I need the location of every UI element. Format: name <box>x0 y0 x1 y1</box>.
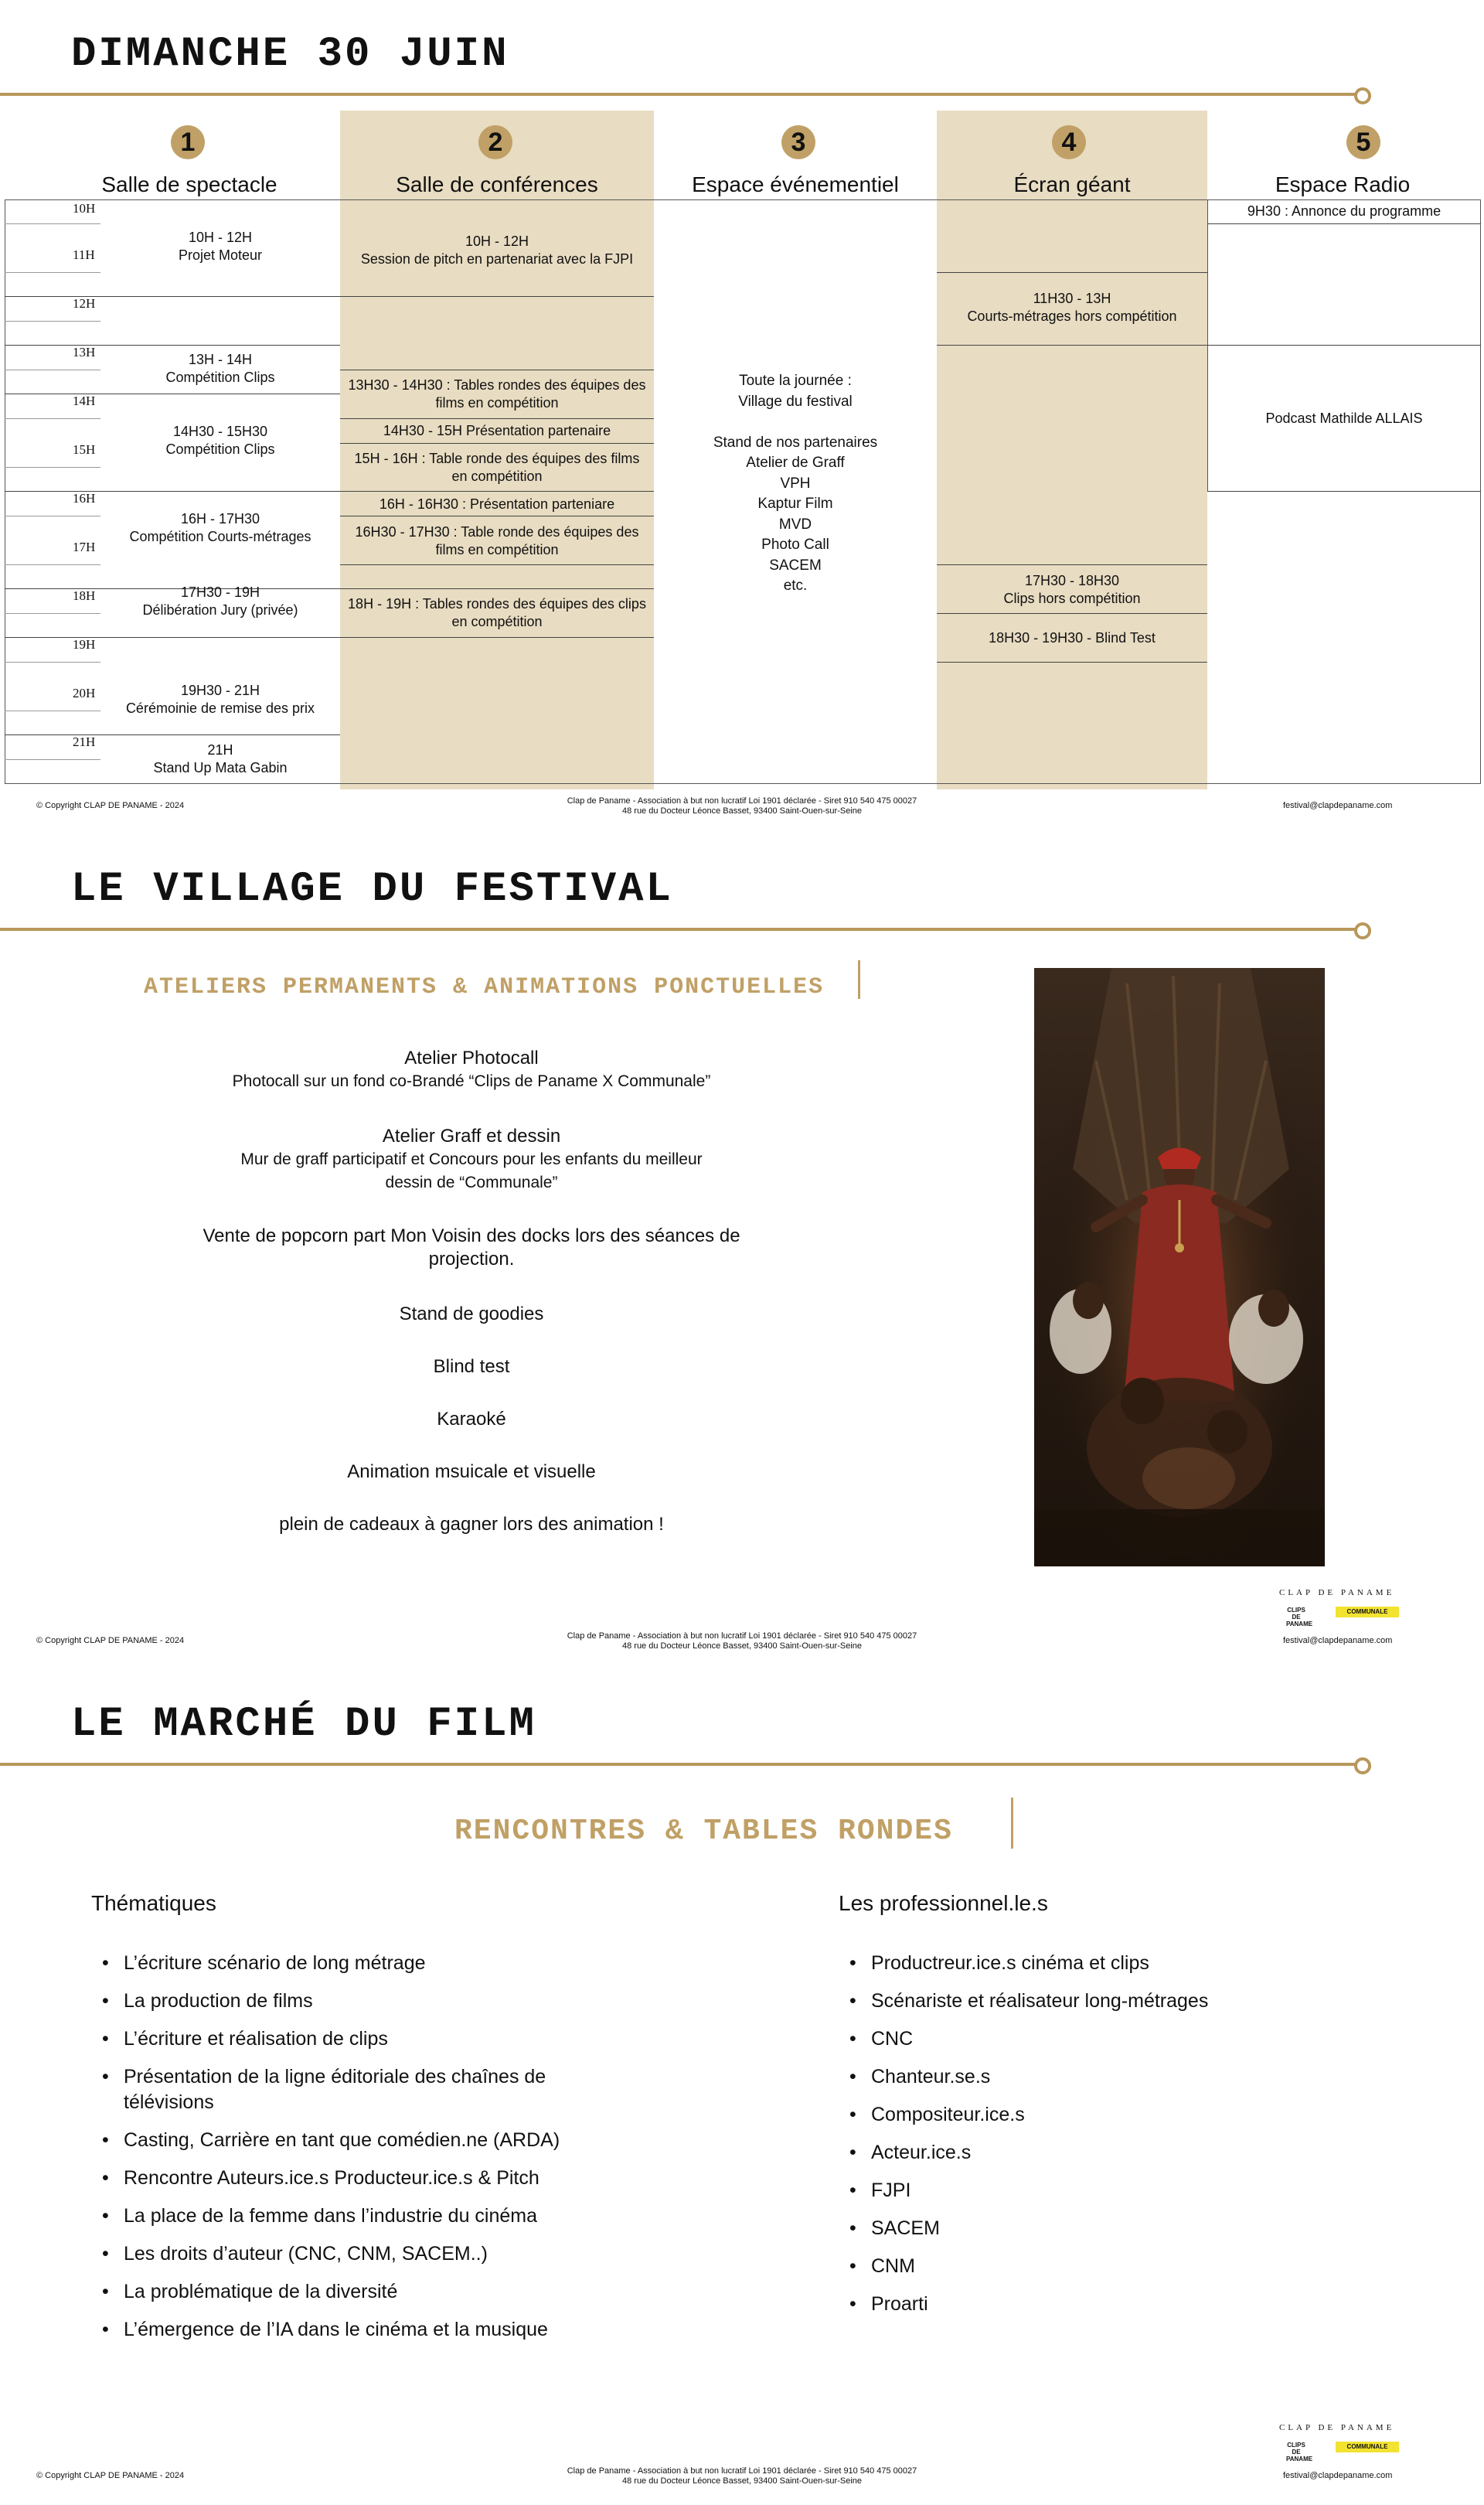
event-col1: 21H Stand Up Mata Gabin <box>153 742 288 775</box>
half-hour-line <box>5 613 100 614</box>
row-line <box>937 345 1207 346</box>
list-item: • CNM <box>840 2254 1335 2279</box>
list-item: • SACEM <box>840 2216 1335 2241</box>
activity: Atelier Graff et dessin Mur de graff participatif et Concours pour les enfants du meilleur dessin de “Communale” <box>240 1126 703 1191</box>
row-line <box>340 564 654 565</box>
row-line <box>340 418 654 419</box>
title-divider <box>0 928 1356 931</box>
list-item: • Compositeur.ice.s <box>840 2102 1335 2128</box>
half-hour-line <box>5 564 100 565</box>
event-col1: 16H - 17H30 Compétition Courts-métrages <box>129 511 311 544</box>
event-col4: 17H30 - 18H30 Clips hors compétition <box>1003 573 1141 606</box>
column-number: 1 <box>171 125 205 159</box>
column-header: Espace Radio <box>1275 172 1411 196</box>
row-line <box>937 613 1207 614</box>
row-line <box>1207 491 1481 492</box>
row-line <box>340 637 654 638</box>
row-line <box>1207 223 1481 224</box>
column-number: 5 <box>1346 125 1380 159</box>
event-col2: 15H - 16H : Table ronde des équipes des films en compétition <box>354 451 640 484</box>
section-subtitle: RENCONTRES & TABLES RONDES <box>454 1815 953 1848</box>
section-subtitle: ATELIERS PERMANENTS & ANIMATIONS PONCTUELLES <box>144 974 825 1000</box>
event-col2: 18H - 19H : Tables rondes des équipes des clips en compétition <box>348 596 646 629</box>
event-col1: 14H30 - 15H30 Compétition Clips <box>165 424 275 457</box>
list-item: • CNC <box>840 2026 1335 2052</box>
event-col2: 10H - 12H Session de pitch en partenariat avec la FJPI <box>360 233 634 267</box>
hour-label: 19H <box>73 637 96 652</box>
activity: Karaoké <box>437 1409 506 1430</box>
column-header: Salle de conférences <box>396 172 598 196</box>
footer-address: Clap de Paname - Association à but non lucratif Loi 1901 déclarée - Siret 910 540 475 00027 48 rue du Docteur Léonce Basset, 93400 Saint-Ouen-sur-Seine <box>567 2466 917 2486</box>
subtitle-bar <box>858 960 860 999</box>
divider-dot <box>1354 1757 1371 1774</box>
thematiques-list <box>93 1951 587 2355</box>
footer-copyright: © Copyright CLAP DE PANAME - 2024 <box>36 2471 185 2480</box>
row-line <box>5 491 340 492</box>
activity: Stand de goodies <box>399 1304 544 1324</box>
footer-email[interactable]: festival@clapdepaname.com <box>1283 1636 1393 1645</box>
list-item: • L’émergence de l’IA dans le cinéma et la musique <box>93 2317 587 2343</box>
hour-label: 16H <box>73 491 96 506</box>
half-hour-line <box>5 321 100 322</box>
activity: Vente de popcorn part Mon Voisin des docks lors des séances de projection. <box>203 1225 740 1270</box>
footer-copyright: © Copyright CLAP DE PANAME - 2024 <box>36 801 185 810</box>
list-item: • Proarti <box>840 2292 1335 2317</box>
half-hour-line <box>5 418 100 419</box>
hour-label: 11H <box>73 247 95 262</box>
row-line <box>340 443 654 444</box>
event-col5: 9H30 : Annonce du programme <box>1247 203 1441 219</box>
column-5-border <box>1207 199 1208 492</box>
row-line <box>937 564 1207 565</box>
hour-label: 15H <box>73 442 96 457</box>
row-line <box>5 637 340 638</box>
list-item: • Scénariste et réalisateur long-métrages <box>840 1989 1335 2014</box>
half-hour-line <box>5 272 100 273</box>
event-col2: 16H30 - 17H30 : Table ronde des équipes des films en compétition <box>355 524 639 557</box>
footer-address: Clap de Paname - Association à but non lucratif Loi 1901 déclarée - Siret 910 540 475 00027 48 rue du Docteur Léonce Basset, 93400 Saint-Ouen-sur-Seine <box>567 1631 917 1651</box>
column-number: 4 <box>1052 125 1086 159</box>
photo-illustration <box>1034 968 1325 1566</box>
communale-badge: COMMUNALE <box>1336 2442 1399 2452</box>
half-hour-line <box>5 759 100 760</box>
row-line <box>1207 345 1481 346</box>
list-item: • Les droits d’auteur (CNC, CNM, SACEM..) <box>93 2241 587 2267</box>
activity: Blind test <box>433 1356 510 1377</box>
column-number: 3 <box>781 125 815 159</box>
divider-dot <box>1354 922 1371 939</box>
festival-photo <box>1034 968 1325 1566</box>
hour-label: 20H <box>73 686 96 700</box>
half-hour-line <box>5 467 100 468</box>
activity: Atelier Photocall Photocall sur un fond co-Brandé “Clips de Paname X Communale” <box>232 1048 711 1090</box>
row-line <box>5 296 340 297</box>
event-col4: 18H30 - 19H30 - Blind Test <box>989 630 1156 646</box>
event-col3: Toute la journée : Village du festival Stand de nos partenaires Atelier de Graff VPH Kaptur Film MVD Photo Call SACEM etc. <box>713 373 878 594</box>
half-hour-line <box>5 662 100 663</box>
clips-de-paname-badge: CLIPS DE PANAME <box>1286 2442 1313 2462</box>
half-hour-line <box>5 223 100 224</box>
hour-label: 14H <box>73 394 96 408</box>
row-line <box>937 272 1207 273</box>
event-col2: 13H30 - 14H30 : Tables rondes des équipes des films en compétition <box>348 377 646 411</box>
professionnels-list <box>840 1951 1335 2329</box>
column-number: 2 <box>478 125 512 159</box>
list-item: • Présentation de la ligne éditoriale des chaînes de télévisions <box>93 2064 587 2115</box>
hour-label: 13H <box>73 345 96 360</box>
hour-label: 21H <box>73 734 96 749</box>
event-col2: 14H30 - 15H Présentation partenaire <box>383 423 611 438</box>
row-line <box>937 662 1207 663</box>
thematiques-heading: Thématiques <box>91 1891 216 1915</box>
list-item: • Chanteur.se.s <box>840 2064 1335 2090</box>
event-col1: 13H - 14H Compétition Clips <box>165 352 275 385</box>
row-line <box>340 296 654 297</box>
list-item: • L’écriture et réalisation de clips <box>93 2026 587 2052</box>
hour-label: 17H <box>73 540 96 554</box>
title-divider <box>0 93 1356 96</box>
list-item: • La production de films <box>93 1989 587 2014</box>
hour-label: 12H <box>73 296 96 311</box>
list-item: • L’écriture scénario de long métrage <box>93 1951 587 1976</box>
column-header: Espace événementiel <box>692 172 899 196</box>
event-col1: 10H - 12H Projet Moteur <box>178 230 263 263</box>
event-col4: 11H30 - 13H Courts-métrages hors compétition <box>967 291 1177 324</box>
professionnels-heading: Les professionnel.le.s <box>839 1891 1048 1915</box>
list-item: • Rencontre Auteurs.ice.s Producteur.ice.s & Pitch <box>93 2166 587 2191</box>
list-item: • La place de la femme dans l’industrie du cinéma <box>93 2203 587 2229</box>
hour-label: 18H <box>73 588 96 603</box>
footer-copyright: © Copyright CLAP DE PANAME - 2024 <box>36 1636 185 1645</box>
row-line <box>340 588 654 589</box>
row-line <box>5 345 340 346</box>
footer-email[interactable]: festival@clapdepaname.com <box>1283 801 1393 810</box>
activity: Animation msuicale et visuelle <box>347 1461 596 1482</box>
event-col2: 16H - 16H30 : Présentation parteniare <box>379 496 615 512</box>
page-title: DIMANCHE 30 JUIN <box>71 31 509 78</box>
list-item: • Acteur.ice.s <box>840 2140 1335 2166</box>
activity: plein de cadeaux à gagner lors des animation ! <box>279 1514 664 1535</box>
footer-email[interactable]: festival@clapdepaname.com <box>1283 2471 1393 2480</box>
row-line <box>340 491 654 492</box>
event-col1: 17H30 - 19H Délibération Jury (privée) <box>142 584 298 618</box>
hour-label: 10H <box>73 201 96 216</box>
row-line <box>5 734 340 735</box>
clips-de-paname-badge: CLIPS DE PANAME <box>1286 1607 1313 1627</box>
event-col1: 19H30 - 21H Cérémoinie de remise des prix <box>125 683 315 716</box>
list-item: • Productreur.ice.s cinéma et clips <box>840 1951 1335 1976</box>
list-item: • FJPI <box>840 2178 1335 2203</box>
list-item: • La problématique de la diversité <box>93 2279 587 2305</box>
communale-badge: COMMUNALE <box>1336 1607 1399 1617</box>
title-divider <box>0 1763 1356 1766</box>
clap-de-paname-logo: CLAP DE PANAME <box>1279 2423 1395 2432</box>
event-col5: Podcast Mathilde ALLAIS <box>1265 411 1423 426</box>
clap-de-paname-logo: CLAP DE PANAME <box>1279 1588 1395 1597</box>
column-header: Écran géant <box>1013 172 1131 196</box>
list-item: • Casting, Carrière en tant que comédien.ne (ARDA) <box>93 2128 587 2153</box>
page-title: LE VILLAGE DU FESTIVAL <box>71 866 673 913</box>
column-header: Salle de spectacle <box>101 172 277 196</box>
subtitle-bar <box>1011 1798 1013 1849</box>
page-title: LE MARCHÉ DU FILM <box>71 1701 536 1748</box>
footer-address: Clap de Paname - Association à but non lucratif Loi 1901 déclarée - Siret 910 540 475 00027 48 rue du Docteur Léonce Basset, 93400 Saint-Ouen-sur-Seine <box>567 796 917 816</box>
divider-dot <box>1354 87 1371 104</box>
